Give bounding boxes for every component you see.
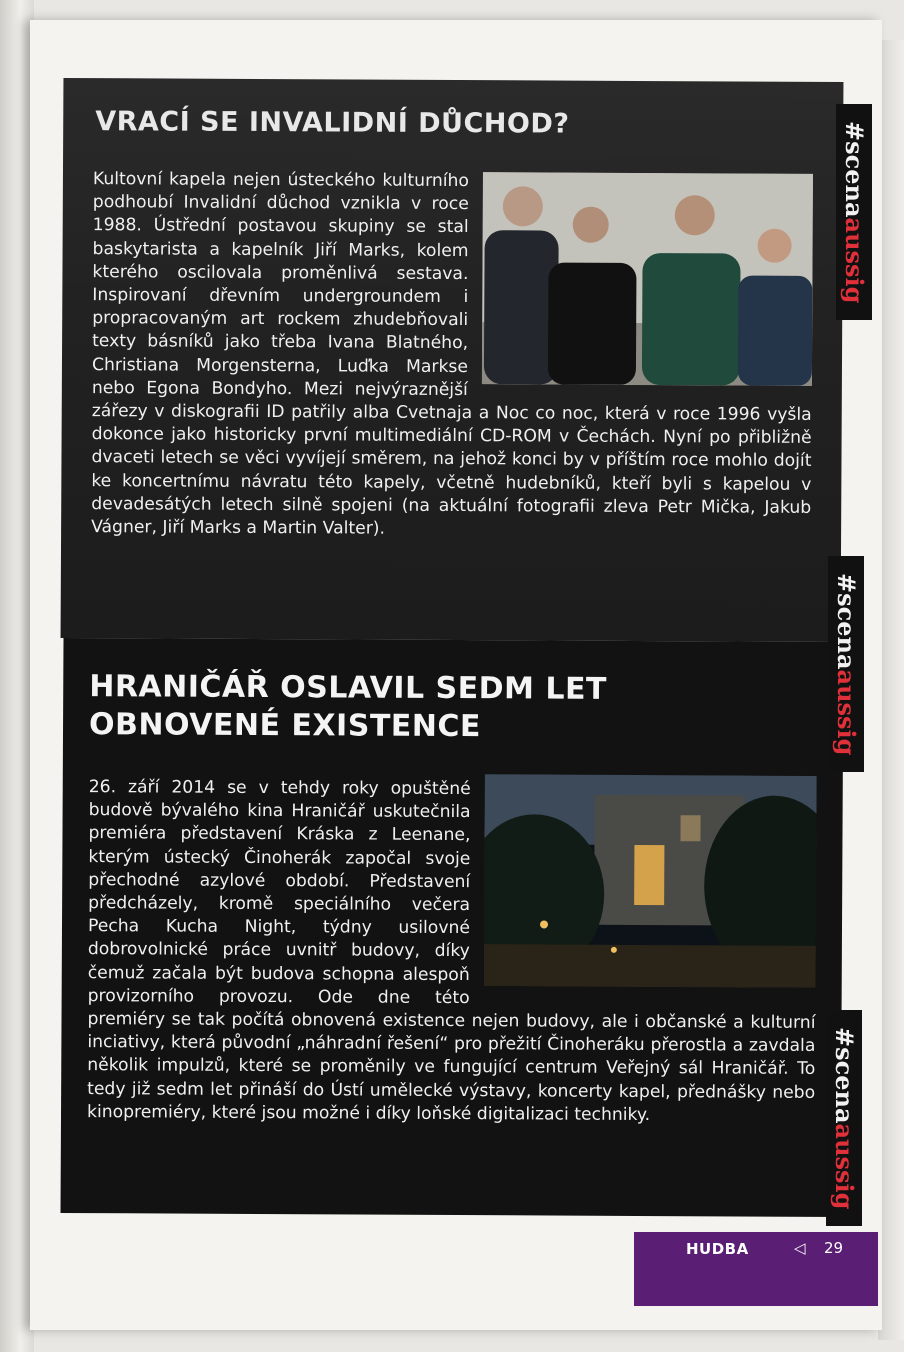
article1-body-wrap [91,168,813,543]
band-photo-graphic [482,172,813,386]
article2-body-wrap [87,776,817,1128]
article2-body: 26. září 2014 se v tehdy roky opuštěné budově bývalého kina Hraničář uskutečnila premiéra představení Kráska z Leenane, kterým ústecký Činoherák započal svoje přechodné azylové období. Představení předcházely, kromě speciálního večera Pecha Kucha Night, týdny usilovné dobrovolnické práce uvnitř budovy, díky čemuž začala být budova schopna alespoň provizorního provozu. Ode dne této premiéry se tak počítá obnovená existence nejen budovy, ale i občanské a kulturní inciativy, která původní „náhradní řešení“ pro přežití Činoheráku přerostla a zavdala několik impulzů, které se proměnily ve fungující centrum Veřejný sál Hraničář. To tedy již sedm let přináší do Ústí umělecké výstavy, koncerty kapel, přednášky nebo kinopremiéry, které jsou možné i díky loňské digitalizaci techniky. [86,777,816,1125]
article1-body: Kultovní kapela nejen ústeckého kulturního podhoubí Invalidní důchod vznikla v roce 1988. Ústřední postavou skupiny se stal baskytarista a kapelník Jiří Marks, kolem kterého oscilovala proměnlivá sestava. Inspirovaní dřevním undergroundem i propracovaným art rockem zhudebňovali texty básníků jako třeba Ivana Blatného, Christiana Morgensterna, Luďka Markse nebo Egona Bondyho. Mezi nejvýraznější zářezy v diskografii ID patřily alba Cvetnaja a Noc co noc, která v roce 1996 vyšla dokonce jako historicky první multimediální CD-ROM v Čechách. Nyní po přibližně dvaceti letech se věci vyvíjejí směrem, na jehož konci by v příštím roce mohlo dojít ke koncertnímu návratu této kapely, včetně hudebníků, kteří byli s kapelou v devadesátých letech silně spojeni (na aktuální fotografii zleva Petr Mička, Jakub Vágner, Jiří Marks a Martin Valter). [91,169,812,539]
article-hranicar [61,638,844,1217]
article-invalidni-duchod [61,78,844,642]
hashtag-tab-3: #scenaaussig [826,1010,862,1226]
section-footer [634,1232,878,1306]
article1-headline: VRACÍ SE INVALIDNÍ DŮCHOD? [95,106,570,140]
article2-headline: HRANIČÁŘ OSLAVIL SEDM LET OBNOVENÉ EXISTENCE [88,669,608,745]
hranicar-building-photo [484,774,817,988]
section-label: HUDBA [686,1240,749,1258]
triangle-left-icon: ◁ [794,1239,806,1257]
building-photo-graphic [484,774,817,988]
hashtag-tab-1: #scenaaussig [836,104,872,320]
book-spine [0,0,34,1352]
band-photo [482,172,813,386]
page-number: 29 [824,1239,844,1257]
hashtag-tab-2: #scenaaussig [828,556,864,772]
